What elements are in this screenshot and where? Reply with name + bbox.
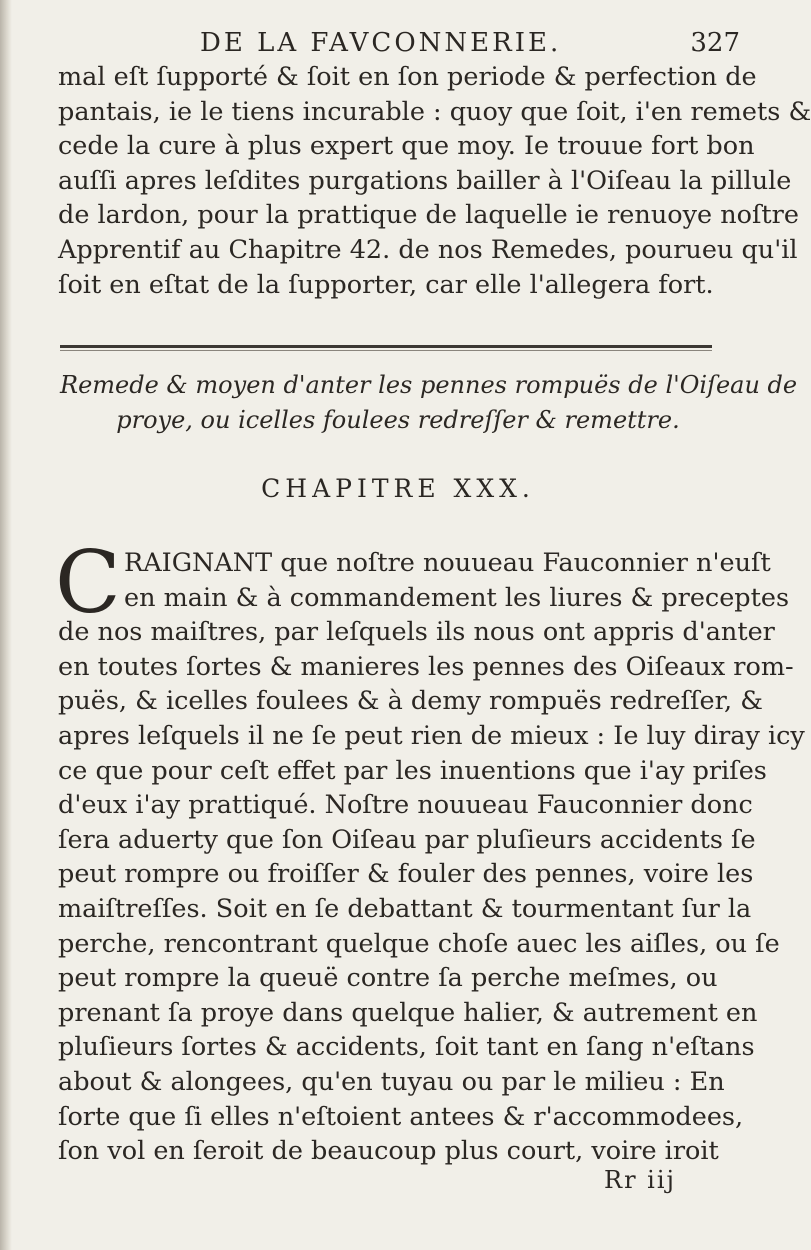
text-line: about & alongees, qu'en tuyau ou par le milieu : En: [58, 1066, 725, 1097]
text-line: peut rompre la queuë contre ſa perche meſmes, ou: [58, 963, 718, 994]
text-line: pantais, ie le tiens incurable : quoy que ſoit, i'en remets &: [58, 96, 811, 127]
signature-mark: Rr iij: [604, 1166, 676, 1194]
running-title: DE LA FAVCONNERIE.: [200, 28, 562, 58]
text-line: ſoit en eſtat de la ſupporter, car elle l'allegera fort.: [58, 269, 714, 300]
text-line: d'eux i'ay prattiqué. Noſtre nouueau Fauconnier donc: [58, 790, 753, 821]
section-heading: [60, 368, 798, 438]
text-line: ce que pour ceſt effet par les inuentions que i'ay priſes: [58, 755, 767, 786]
text-line: perche, rencontrant quelque choſe auec les aiſles, ou ſe: [58, 928, 780, 959]
heading-line: proye, ou icelles foulees redreſſer & remettre.: [116, 406, 680, 434]
text-line: de nos maiſtres, par leſquels ils nous ont appris d'anter: [58, 617, 775, 648]
text-line: en main & à commandement les liures & preceptes: [124, 582, 790, 613]
text-line: Apprentif au Chapitre 42. de nos Remedes, pourueu qu'il: [58, 234, 798, 265]
top-paragraph: [58, 60, 811, 302]
text-line: pluſieurs ſortes & accidents, ſoit tant en ſang n'eſtans: [58, 1032, 755, 1063]
text-line: peut rompre ou froiſſer & fouler des pennes, voire les: [58, 859, 754, 890]
text-line: prenant ſa proye dans quelque halier, & autrement en: [58, 997, 758, 1028]
text-line: maiſtreſſes. Soit en ſe debattant & tourmentant ſur la: [58, 893, 752, 924]
section-divider: [60, 345, 712, 348]
text-line: puës, & icelles foulees & à demy rompuës redreſſer, &: [58, 686, 763, 717]
text-line: ſon vol en ſeroit de beaucoup plus court, voire iroit: [58, 1136, 719, 1167]
drop-cap: C: [55, 533, 121, 633]
page-number: 327: [690, 28, 740, 58]
text-line: cede la cure à plus expert que moy. Ie trouue fort bon: [58, 131, 755, 162]
chapter-label: CHAPITRE XXX.: [261, 474, 535, 503]
text-line: auſſi apres leſdites purgations bailler à l'Oiſeau la pillule: [58, 165, 792, 196]
main-paragraph: [58, 546, 805, 1169]
text-line: ſera aduerty que ſon Oiſeau par pluſieurs accidents ſe: [58, 824, 756, 855]
text-line: apres leſquels il ne ſe peut rien de mieux : Ie luy diray icy: [58, 720, 805, 751]
text-line: mal eſt ſupporté & ſoit en ſon periode & perfection de: [58, 62, 757, 92]
heading-line: Remede & moyen d'anter les pennes rompuës de l'Oiſeau de: [60, 371, 798, 399]
text-line: de lardon, pour la prattique de laquelle ie renuoye noſtre: [58, 200, 799, 231]
text-line: RAIGNANT que noſtre nouueau Fauconnier n'euſt: [124, 548, 771, 578]
text-line: en toutes ſortes & manieres les pennes des Oiſeaux rom-: [58, 651, 794, 682]
text-line: ſorte que ſi elles n'eſtoient antees & r'accommodees,: [58, 1101, 744, 1132]
